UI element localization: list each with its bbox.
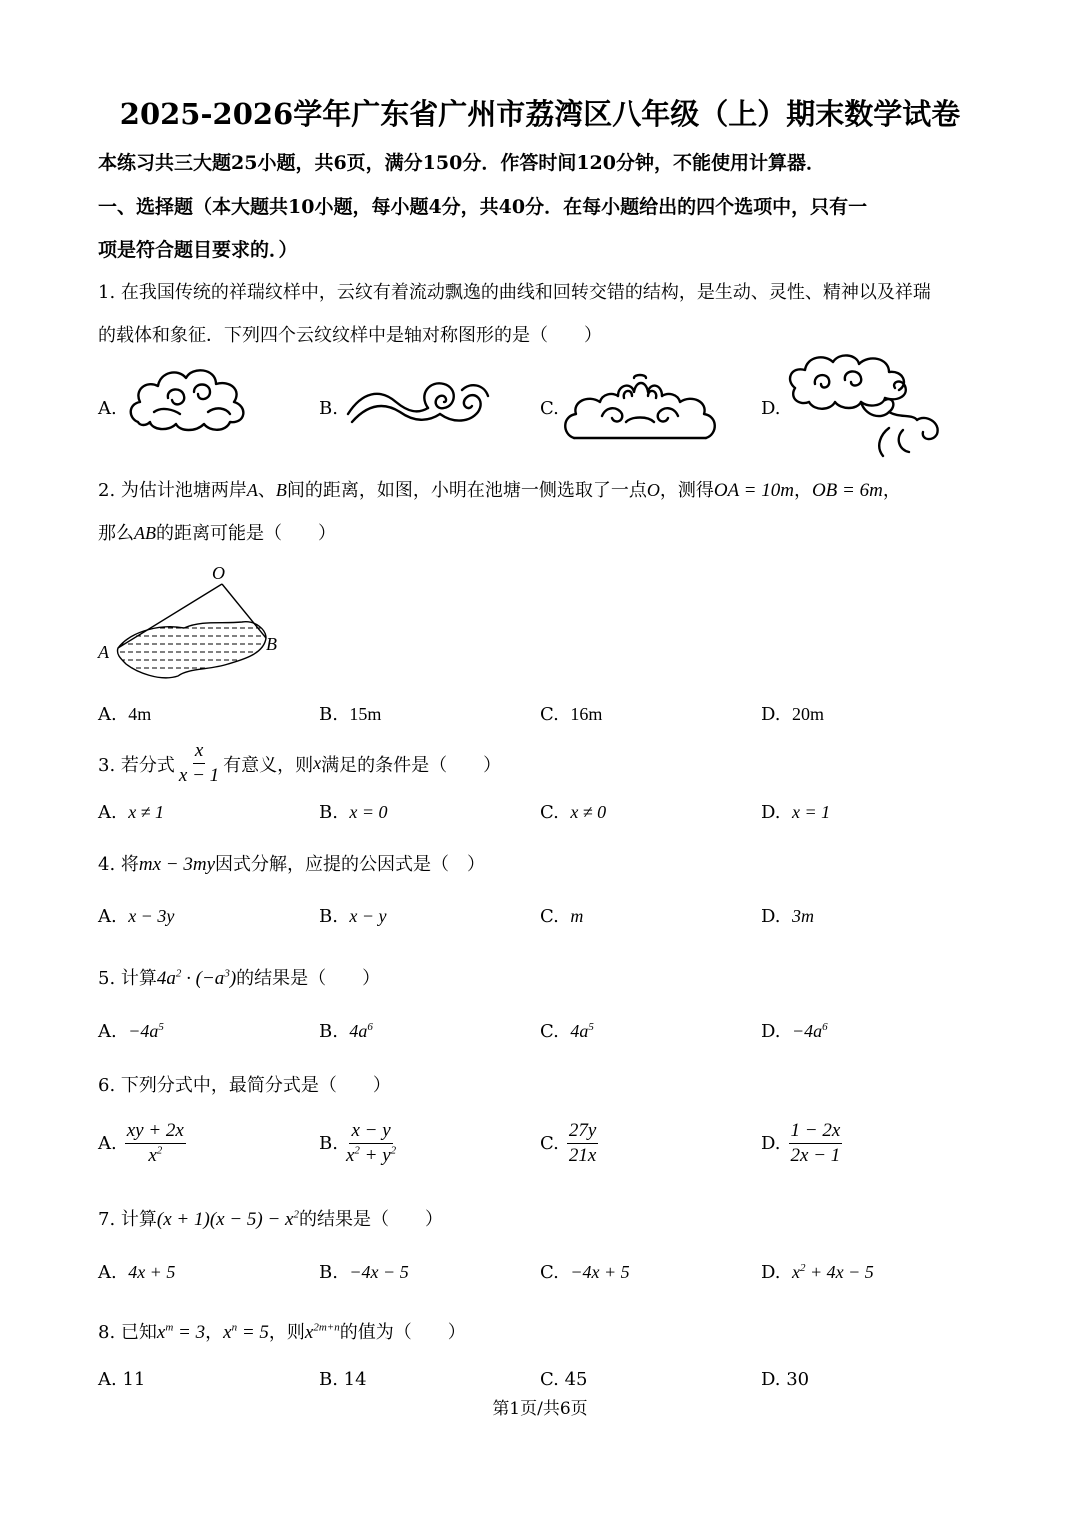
q6-option-d: D. $\frac{1 - 2x}{2x - 1}$ — [761, 1120, 841, 1166]
q7-text: 7. 计算$(x + 1)(x - 5) - x^2$的结果是（ ） — [98, 1208, 443, 1230]
q3-fraction: $\frac{x}{x - 1}$ — [178, 740, 220, 786]
exam-intro: 本练习共三大题25小题，共6页，满分150分．作答时间120分钟，不能使用计算器． — [98, 152, 825, 174]
point-o-label: O — [212, 563, 225, 583]
q1-option-c-label: C. — [540, 398, 559, 419]
q2-text-line2: 那么AB的距离可能是（ ） — [98, 523, 336, 544]
q6-option-b: B. $\frac{x - y}{x^2 + y^2}$ — [319, 1120, 397, 1166]
cloud-d-icon — [785, 350, 945, 462]
q7-option-b: B. −4x − 5 — [319, 1262, 409, 1283]
q1-option-d-label: D. — [761, 398, 781, 419]
cloud-c-icon — [562, 372, 718, 442]
point-b-label: B — [266, 634, 277, 654]
q2-text-line1: 2. 为估计池塘两岸A、B间的距离，如图，小明在池塘一侧选取了一点O，测得OA = 10m，OB = 6m， — [98, 480, 901, 501]
page-footer: 第1页/共6页 — [492, 1399, 588, 1419]
q4-option-c: C. m — [540, 906, 584, 927]
q3-option-a: A. x ≠ 1 — [98, 802, 165, 823]
q3-option-d: D. x = 1 — [761, 802, 831, 823]
q8-option-b: B. 14 — [319, 1369, 367, 1390]
cloud-b-icon — [344, 372, 494, 436]
q2-option-d: D. 20m — [761, 704, 824, 725]
q6-option-a: A. $\frac{xy + 2x}{x^2}$ — [98, 1120, 184, 1166]
q1-text-line2: 的载体和象征．下列四个云纹纹样中是轴对称图形的是（ ） — [98, 325, 602, 346]
pond-diagram — [92, 560, 292, 684]
q4-option-a: A. x − 3y — [98, 906, 175, 927]
q5-option-a: A. $-4a^5$ — [98, 1021, 164, 1042]
q5-text: 5. 计算$4a^2 \cdot (-a^3)$的结果是（ ） — [98, 967, 381, 989]
q2-oa-value: OA = 10m — [713, 480, 794, 501]
q1-option-a-label: A. — [98, 398, 117, 419]
cloud-a-icon — [124, 360, 254, 436]
q4-option-b: B. x − y — [319, 906, 387, 927]
q5-option-d: D. $-4a^6$ — [761, 1021, 828, 1042]
q8-option-c: C. 45 — [540, 1369, 588, 1390]
q7-option-c: C. −4x + 5 — [540, 1262, 630, 1283]
q1-option-b-label: B. — [319, 398, 338, 419]
q2-option-b: B. 15m — [319, 704, 382, 725]
q3-option-c: C. x ≠ 0 — [540, 802, 607, 823]
q8-option-d: D. 30 — [761, 1369, 810, 1390]
q7-option-d: D. $x^2 + 4x - 5$ — [761, 1262, 874, 1283]
q2-option-c: C. 16m — [540, 704, 603, 725]
q4-option-d: D. 3m — [761, 906, 814, 927]
section-heading-line1: 一、选择题（本大题共10小题，每小题4分，共40分．在每小题给出的四个选项中，只有一 — [98, 196, 868, 218]
q7-option-a: A. 4x + 5 — [98, 1262, 176, 1283]
q8-text: 8. 已知$x^m = 3$，$x^n = 5$，则$x^{2m+n}$的值为（ ） — [98, 1321, 466, 1343]
q4-text: 4. 将mx − 3my因式分解，应提的公因式是（ ） — [98, 854, 486, 875]
q2-option-a: A. 4m — [98, 704, 152, 725]
q2-ob-value: OB = 6m — [811, 480, 883, 501]
q3-option-b: B. x = 0 — [319, 802, 388, 823]
section-heading-line2: 项是符合题目要求的．） — [98, 239, 298, 261]
q6-option-c: C. $\frac{27y}{21x}$ — [540, 1120, 597, 1166]
q5-option-b: B. $4a^6$ — [319, 1021, 373, 1042]
q1-text-line1: 1. 在我国传统的祥瑞纹样中，云纹有着流动飘逸的曲线和回转交错的结构，是生动、灵性、精神以及祥瑞 — [98, 282, 931, 303]
q5-option-c: C. $4a^5$ — [540, 1021, 594, 1042]
q3-text: 3. 若分式 $\frac{x}{x - 1}$ 有意义，则 x 满足的条件是（ ） — [98, 740, 502, 786]
page-title: 2025-2026学年广东省广州市荔湾区八年级（上）期末数学试卷 — [119, 97, 961, 131]
q8-option-a: A. 11 — [98, 1369, 146, 1390]
q6-text: 6. 下列分式中，最简分式是（ ） — [98, 1075, 391, 1096]
point-a-label: A — [98, 642, 109, 662]
